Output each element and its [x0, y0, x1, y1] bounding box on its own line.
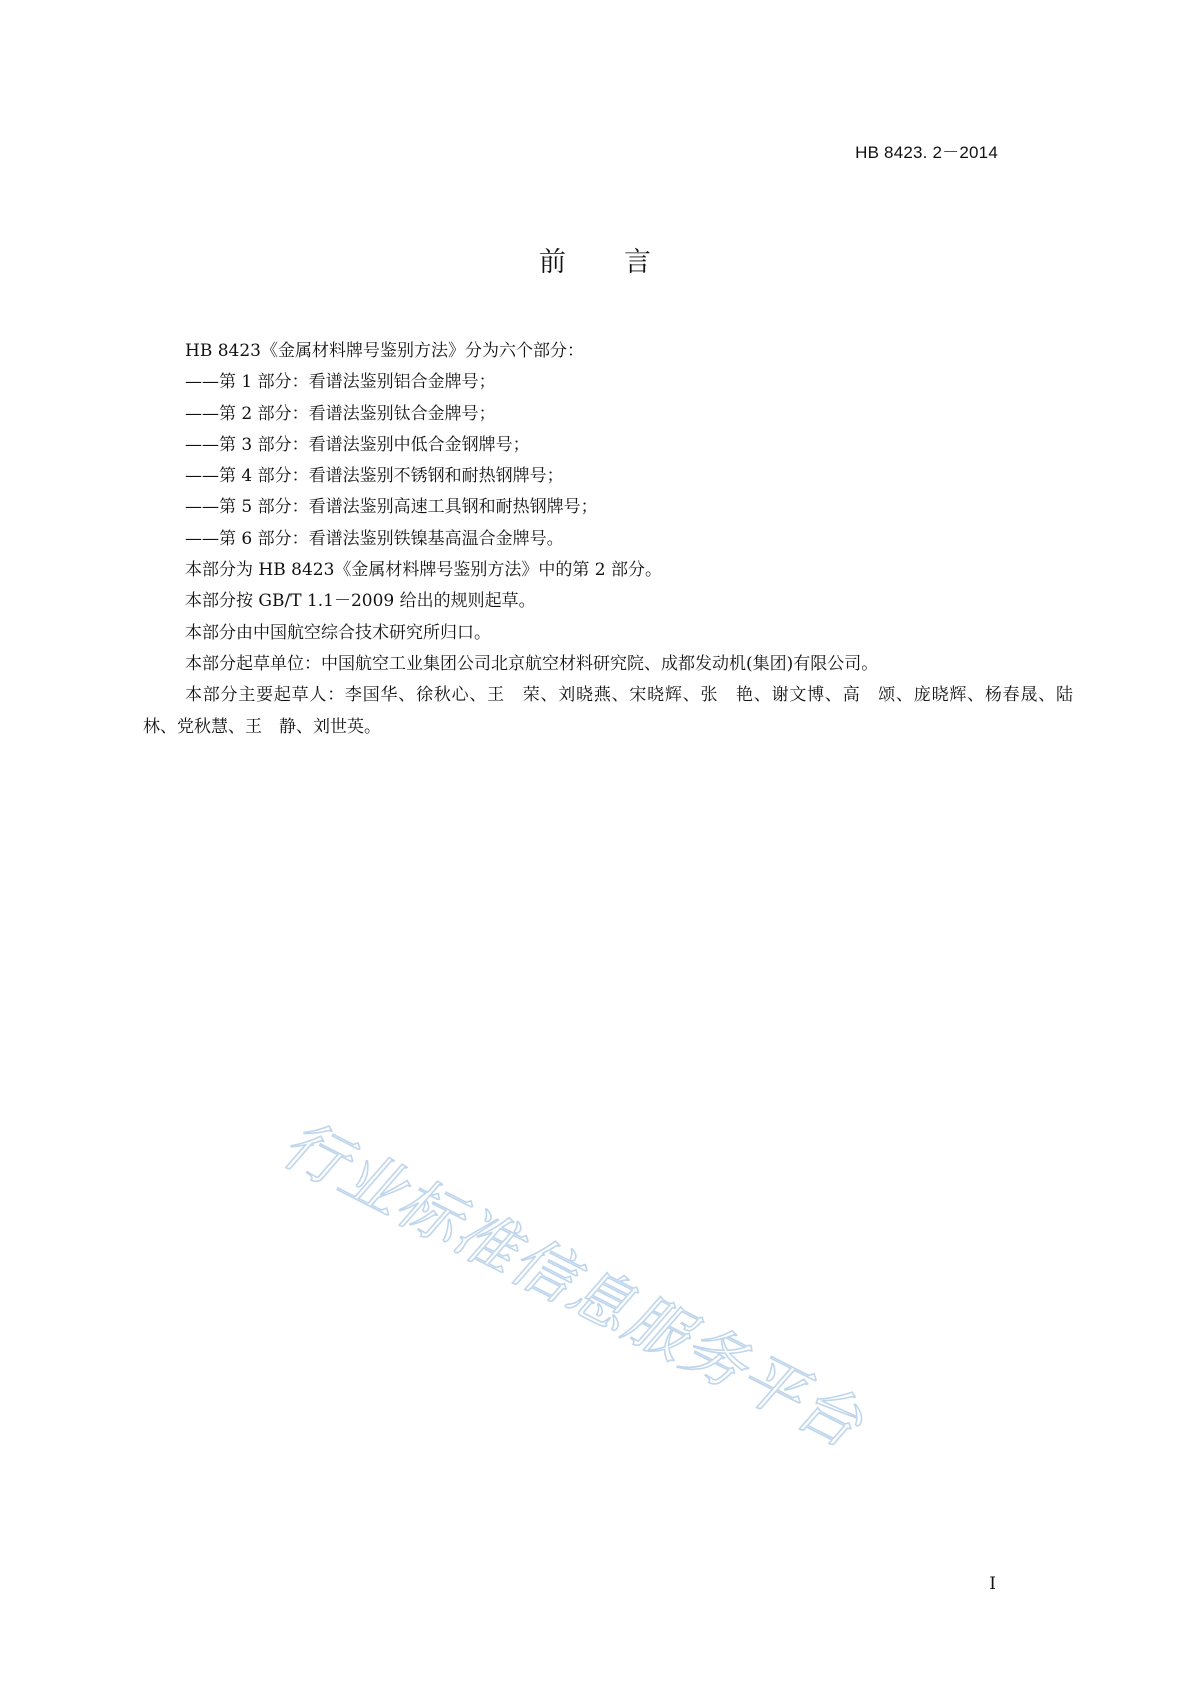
document-code: HB 8423. 2－2014 [855, 143, 998, 162]
part-list-item: ——第 5 部分：看谱法鉴别高速工具钢和耐热钢牌号； [185, 497, 598, 518]
drafting-rules-paragraph: 本部分按 GB/T 1.1－2009 给出的规则起草。 [185, 591, 536, 612]
watermark: 行业标准信息服务平台 [271, 1106, 875, 1463]
part-list-item: ——第 4 部分：看谱法鉴别不锈钢和耐热钢牌号； [185, 466, 564, 487]
drafting-units-paragraph: 本部分起草单位：中国航空工业集团公司北京航空材料研究院、成都发动机(集团)有限公司。 [185, 653, 879, 674]
drafters-paragraph: 本部分主要起草人：李国华、徐秋心、王 荣、刘晓燕、宋晓辉、张 艳、谢文博、高 颂、庞晓辉、杨春晟、陆 林、党秋慧、王 静、刘世英。 [143, 685, 1090, 737]
page-number: I [989, 1574, 996, 1594]
centralized-unit-paragraph: 本部分由中国航空综合技术研究所归口。 [185, 622, 491, 643]
part-list-item: ——第 6 部分：看谱法鉴别铁镍基高温合金牌号。 [185, 528, 564, 549]
part-list-item: ——第 1 部分：看谱法鉴别铝合金牌号； [185, 372, 496, 393]
intro-paragraph: HB 8423《金属材料牌号鉴别方法》分为六个部分： [185, 341, 584, 361]
scope-paragraph: 本部分为 HB 8423《金属材料牌号鉴别方法》中的第 2 部分。 [185, 560, 663, 581]
page-title: 前言 [539, 247, 709, 278]
part-list-item: ——第 3 部分：看谱法鉴别中低合金钢牌号； [185, 434, 530, 455]
part-list-item: ——第 2 部分：看谱法鉴别钛合金牌号； [185, 403, 496, 424]
foreword-body [143, 336, 1090, 743]
